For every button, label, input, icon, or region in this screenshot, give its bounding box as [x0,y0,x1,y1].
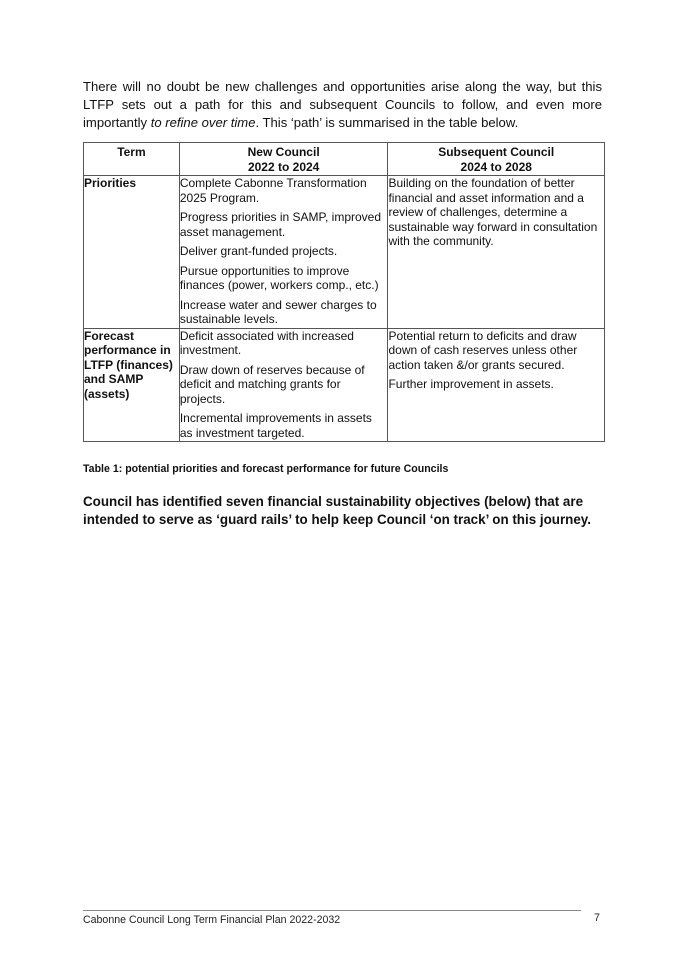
header-new-council [179,143,388,176]
list-item: Pursue opportunities to improve finances (power, workers comp., etc.) [179,263,379,292]
header-subsequent-council-period: 2024 to 2028 [460,159,532,174]
new-council-cell [179,328,388,442]
intro-paragraph [83,78,602,132]
header-subsequent-council [388,143,605,176]
term-cell: Forecast performance in LTFP (finances) and SAMP (assets) [84,328,180,442]
table-header-row [84,143,605,176]
list-item: Deficit associated with increased investment. [179,328,354,357]
list-item: Incremental improvements in assets as investment targeted. [179,411,372,440]
list-item: Draw down of reserves because of deficit and matching grants for projects. [179,362,365,406]
subsequent-council-cell [388,176,605,329]
new-council-cell [179,176,388,329]
list-item: Progress priorities in SAMP, improved asset management. [179,210,382,239]
header-new-council-title: New Council [247,145,320,159]
list-item: Potential return to deficits and draw down of cash reserves unless other action taken &/or grants secured. [388,328,578,372]
table-caption: Table 1: potential priorities and forecast performance for future Councils [83,463,449,475]
table-row-forecast [84,328,605,442]
header-subsequent-council-title: Subsequent Council [438,145,555,159]
conclusion-paragraph: Council has identified seven financial sustainability objectives (below) that are intended to serve as ‘guard rails’ to help keep Council ‘on track’ on this journey. [83,494,591,527]
header-term-label: Term [117,145,146,159]
footer-document-title: Cabonne Council Long Term Financial Plan 2022-2032 [83,914,341,926]
list-item: Building on the foundation of better financial and asset information and a review of challenges, determine a sustainable way forward in consultation with the community. [388,176,598,248]
header-new-council-period: 2022 to 2024 [247,159,320,174]
list-item: Deliver grant-funded projects. [179,244,338,258]
term-cell: Priorities [84,176,180,329]
header-term [84,143,180,176]
intro-text-after: . This ‘path’ is summarised in the table below. [255,115,519,130]
list-item: Further improvement in assets. [388,377,554,391]
footer-divider [83,910,581,911]
table-row-priorities [84,176,605,329]
page-number: 7 [594,912,600,924]
subsequent-council-cell [388,328,605,442]
list-item: Complete Cabonne Transformation 2025 Program. [179,176,367,205]
intro-emphasis: to refine over time [150,115,256,130]
list-item: Increase water and sewer charges to sustainable levels. [179,297,377,326]
summary-table [83,142,605,442]
intro-text-before: There will no doubt be new challenges and opportunities arise along the way, but this LTFP sets out a path for this and subsequent Councils to follow, and even more importantly [83,79,602,130]
